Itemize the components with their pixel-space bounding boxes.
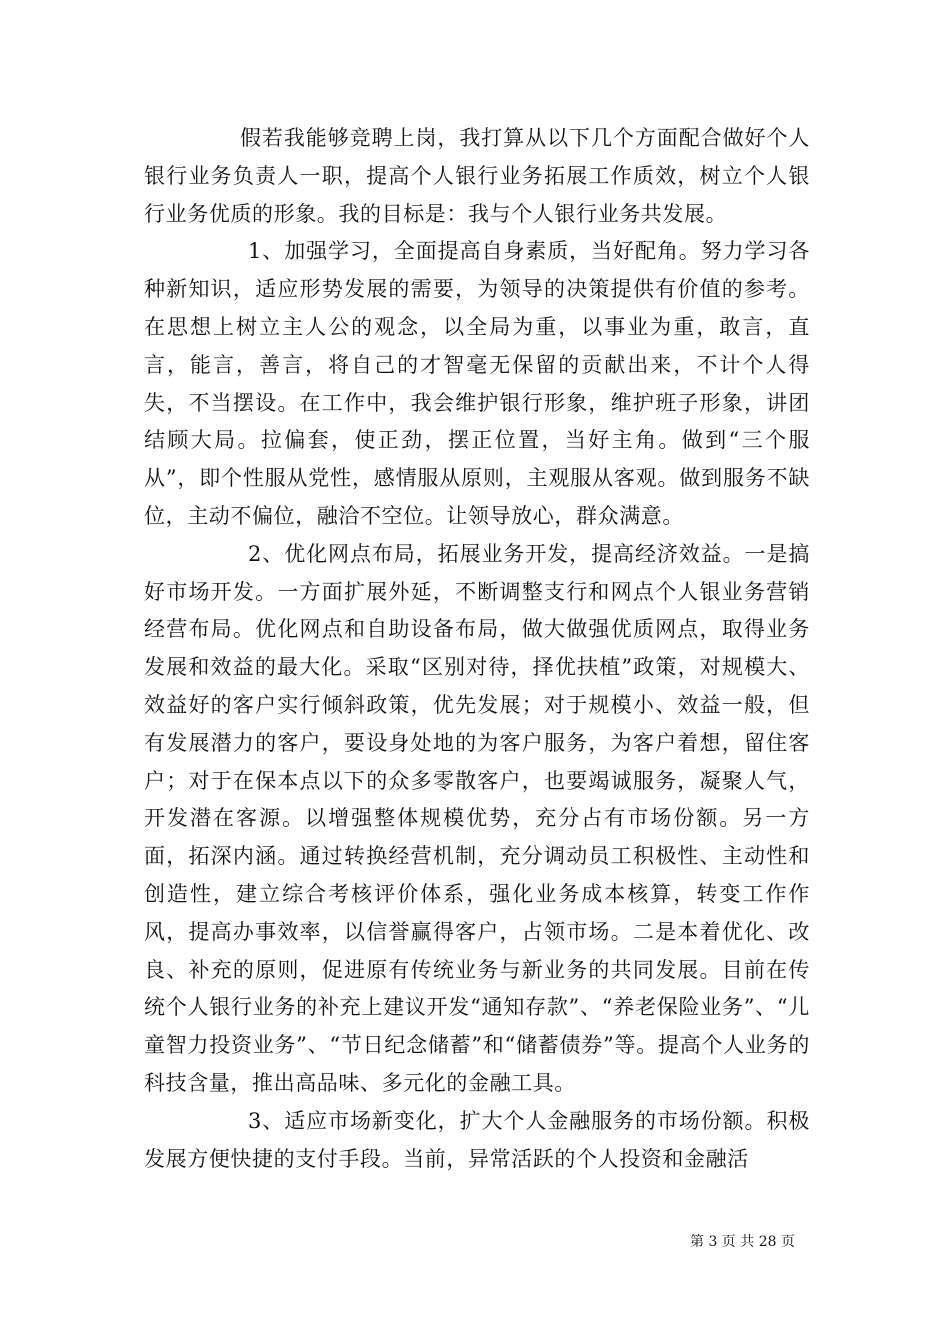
paragraph-point-2: 2、优化网点布局，拓展业务开发，提高经济效益。一是搞好市场开发。一方面扩展外延，不断调整支行和网点个人银业务营销经营布局。优化网点和自助设备布局，做大做强优质网点，取得业务发展和效益的最大化。采取“区别对待，择优扶植”政策，对规模大、效益好的客户实行倾斜政策，优先发展；对于规模小、效益一般，但有发展潜力的客户，要设身处地的为客户服务，为客户着想，留住客户；对于在保本点以下的众多零散客户，也要竭诚服务，凝聚人气，开发潜在客源。以增强整体规模优势，充分占有市场份额。另一方面，拓深内涵。通过转换经营机制，充分调动员工积极性、主动性和创造性，建立综合考核评价体系，强化业务成本核算，转变工作作风，提高办事效率，以信誉赢得客户，占领市场。二是本着优化、改良、补充的原则，促进原有传统业务与新业务的共同发展。目前在传统个人银行业务的补充上建议开发“通知存款”、“养老保险业务”、“儿童智力投资业务”、“节日纪念储蓄”和“储蓄债券”等。提高个人业务的科技含量，推出高品味、多元化的金融工具。 (144, 541, 810, 1095)
document-body (144, 120, 810, 1178)
page-number-footer: 第 3 页 共 28 页 (690, 1234, 795, 1250)
paragraph-point-3: 3、适应市场新变化，扩大个人金融服务的市场份额。积极发展方便快捷的支付手段。当前，异常活跃的个人投资和金融活 (144, 1108, 810, 1171)
paragraph-point-1: 1、加强学习，全面提高自身素质，当好配角。努力学习各种新知识，适应形势发展的需要，为领导的决策提供有价值的参考。在思想上树立主人公的观念，以全局为重，以事业为重，敢言，直言，能言，善言，将自己的才智毫无保留的贡献出来，不计个人得失，不当摆设。在工作中，我会维护银行形象，维护班子形象，讲团结顾大局。拉偏套，使正劲，摆正位置，当好主角。做到“三个服从”，即个性服从党性，感情服从原则，主观服从客观。做到服务不缺位，主动不偏位，融洽不空位。让领导放心，群众满意。 (144, 239, 810, 528)
paragraph-intro: 假若我能够竞聘上岗，我打算从以下几个方面配合做好个人银行业务负责人一职，提高个人银行业务拓展工作质效，树立个人银行业务优质的形象。我的目标是：我与个人银行业务共发展。 (144, 126, 810, 226)
